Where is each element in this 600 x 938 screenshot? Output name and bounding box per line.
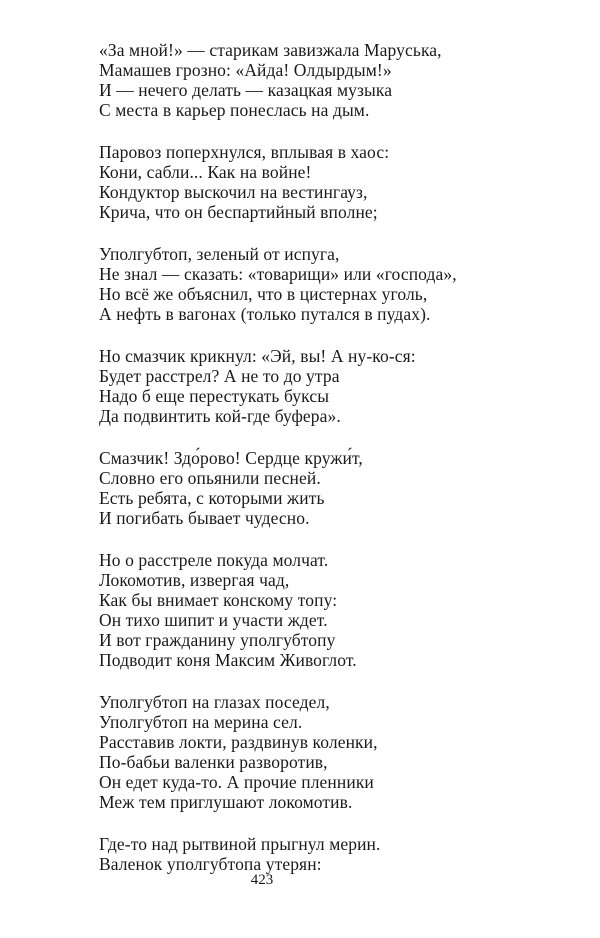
poem-line: Меж тем приглушают локомотив. [99,792,353,812]
poem-line: Надо б еще перестукать буксы [99,386,330,406]
poem-line: Смазчик! Здо́рово! Сердце кружи́т, [99,448,363,468]
poem-line: По-бабьи валенки разворотив, [99,752,328,772]
poem-line: И погибать бывает чудесно. [99,508,310,528]
stanza-4 [99,346,519,426]
poem-line: Расставив локти, раздвинув коленки, [99,732,378,752]
poem-line: Не знал — сказать: «товарищи» или «господа», [99,264,457,284]
poem-line: Он тихо шипит и участи ждет. [99,610,328,630]
poem-line: Как бы внимает конскому топу: [99,590,338,610]
poem-line: Где-то над рытвиной прыгнул мерин. [99,834,381,854]
page-number-text: 423 [250,872,274,888]
poem-line: Есть ребята, с которыми жить [99,488,325,508]
poem-line: «За мной!» — старикам завизжала Маруська, [99,40,442,60]
poem-line: Будет расстрел? А не то до утра [99,366,340,386]
poem-line: И вот гражданину уполгубтопу [99,630,336,650]
page-number [0,872,600,889]
stanza-7 [99,692,519,812]
poem-line: И — нечего делать — казацкая музыка [99,80,393,100]
stanza-2 [99,142,519,222]
stanza-6 [99,550,519,670]
poem-line: Уполгубтоп на глазах поседел, [99,692,330,712]
poem-line: Но о расстреле покуда молчат. [99,550,329,570]
poem-text [99,40,519,896]
poem-line: Но смазчик крикнул: «Эй, вы! А ну-ко-ся: [99,346,416,366]
poem-line: Да подвинтить кой-где буфера». [99,406,341,426]
poem-line: С места в карьер понеслась на дым. [99,100,370,120]
stanza-3 [99,244,519,324]
poem-line: Уполгубтоп на мерина сел. [99,712,303,732]
poem-line: Уполгубтоп, зеленый от испуга, [99,244,340,264]
stanza-1 [99,40,519,120]
poem-line: Паровоз поперхнулся, вплывая в хаос: [99,142,390,162]
poem-line: Но всё же объяснил, что в цистернах уголь, [99,284,428,304]
stanza-5 [99,448,519,528]
poem-line: Подводит коня Максим Живоглот. [99,650,357,670]
poem-line: Локомотив, извергая чад, [99,570,290,590]
poem-line: А нефть в вагонах (только путался в пудах). [99,304,431,324]
poem-line: Валенок уполгубтопа утерян: [99,854,322,874]
poem-line: Он едет куда-то. А прочие пленники [99,772,374,792]
poem-line: Мамашев грозно: «Айда! Олдырдым!» [99,60,392,80]
poem-line: Кондуктор выскочил на вестингауз, [99,182,368,202]
poem-line: Словно его опьянили песней. [99,468,321,488]
stanza-8 [99,834,519,874]
poem-line: Кони, сабли... Как на войне! [99,162,312,182]
poem-line: Крича, что он беспартийный вполне; [99,202,378,222]
